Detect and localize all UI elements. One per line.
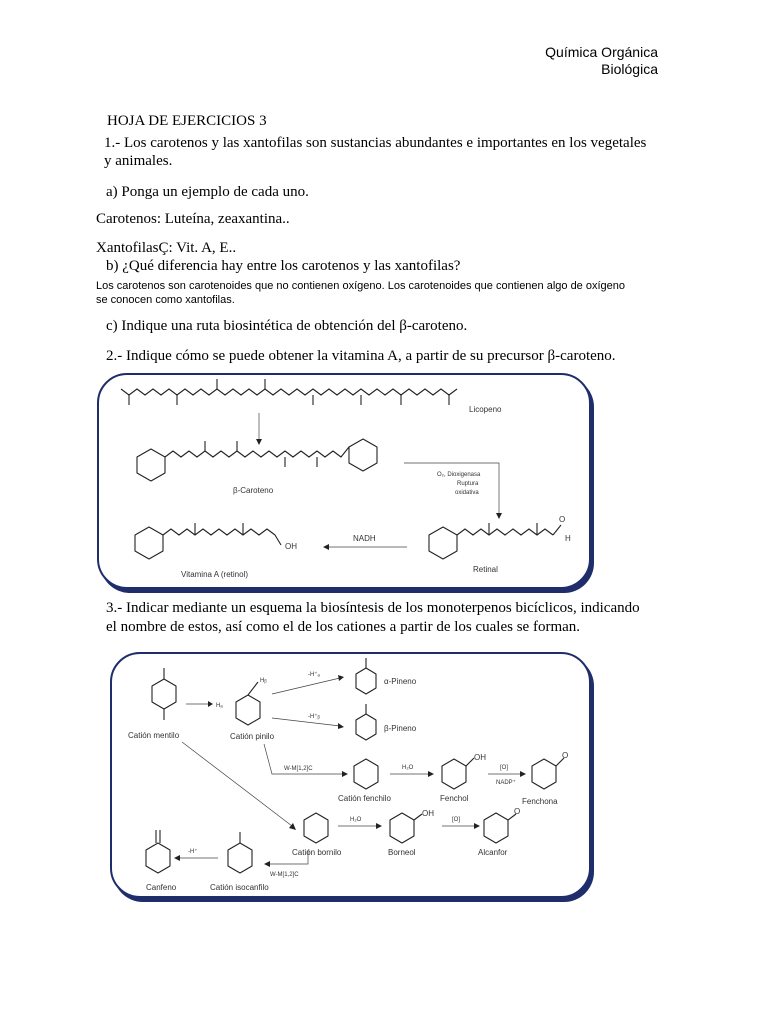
bpineno-structure — [356, 714, 376, 740]
label-nadp: NADP⁺ — [496, 780, 516, 786]
sheet-title: HOJA DE EJERCICIOS 3 — [107, 113, 267, 129]
label-alcanfor-o: O — [514, 807, 521, 816]
vitamin-a-scheme — [97, 373, 591, 589]
label-wm-2: W-M[1,2]C — [270, 872, 299, 878]
apineno-structure — [356, 668, 376, 694]
fenchona-structure — [532, 759, 556, 789]
bornilo-structure — [304, 813, 328, 843]
label-canfeno: Canfeno — [146, 883, 177, 892]
label-retinol-oh: OH — [285, 542, 297, 551]
label-vitamina-a: Vitamina A (retinol) — [181, 570, 248, 579]
monoterpenos-scheme-drawing — [112, 654, 589, 896]
q1-a: a) Ponga un ejemplo de cada uno. — [106, 184, 309, 200]
label-fenchol-oh: OH — [474, 753, 486, 762]
retinal-ring — [429, 527, 457, 559]
retinol-ring — [135, 527, 163, 559]
label-h2o-1: H₂O — [402, 765, 414, 771]
bcaroteno-chain — [165, 447, 349, 457]
pinilo-structure — [236, 695, 260, 725]
answer-b-line-2: se conocen como xantofilas. — [96, 294, 235, 306]
q3-line-2: el nombre de estos, así como el de los cationes a partir de los cuales se forman. — [106, 619, 581, 635]
label-Hb: Hᵦ — [260, 678, 267, 684]
q1-line-2: y animales. — [104, 153, 173, 169]
q1-line-1: 1.- Los carotenos y las xantofilas son sustancias abundantes e importantes en los vegetales — [104, 135, 647, 151]
answer-xantofilas: XantofilasÇ: Vit. A, E.. — [96, 240, 237, 256]
label-cation-mentilo: Catión mentilo — [128, 731, 180, 740]
monoterpenos-scheme — [110, 652, 591, 898]
label-borneol-oh: OH — [422, 809, 434, 818]
q1-c: c) Indique una ruta biosintética de obtención del β-caroteno. — [106, 318, 468, 334]
label-oxidativa: oxidativa — [455, 490, 479, 496]
fenchilo-structure — [354, 759, 378, 789]
label-retinal-h: H — [565, 534, 571, 543]
header-line-2: Biológica — [601, 61, 658, 77]
fenchol-structure — [442, 759, 466, 789]
label-fenchona-o: O — [562, 751, 569, 760]
licopeno-structure — [121, 389, 457, 395]
q3-line-1: 3.- Indicar mediante un esquema la biosíntesis de los monoterpenos bicíclicos, indicando — [106, 600, 640, 616]
label-apineno: α-Pineno — [384, 677, 417, 686]
label-cation-pinilo: Catión pinilo — [230, 732, 275, 741]
label-h2o-2: H₂O — [350, 817, 362, 823]
answer-b-line-1: Los carotenos son carotenoides que no contienen oxígeno. Los carotenoides que contienen algo de oxígeno — [96, 280, 626, 292]
mentilo-structure — [152, 679, 176, 709]
label-wm-1: W-M[1,2]C — [284, 766, 313, 772]
label-o-2: [O] — [452, 817, 461, 823]
label-bcaroteno: β-Caroteno — [233, 486, 274, 495]
answer-carotenos: Carotenos: Luteína, zeaxantina.. — [96, 211, 290, 227]
bcaroteno-ring-left — [137, 449, 165, 481]
label-cation-isocanfilo: Catión isocanfilo — [210, 883, 269, 892]
label-licopeno: Licopeno — [469, 405, 502, 414]
label-cation-bornilo: Catión bornilo — [292, 848, 342, 857]
label-Ha: Hₐ — [216, 703, 223, 709]
label-h-plus: -H⁺ — [188, 849, 198, 855]
vitamin-a-scheme-drawing — [99, 375, 589, 587]
label-retinal-o: O — [559, 515, 566, 524]
document-header — [545, 44, 658, 78]
borneol-structure — [390, 813, 414, 843]
label-borneol: Borneol — [388, 848, 416, 857]
label-nadh: NADH — [353, 534, 376, 543]
q1-b: b) ¿Qué diferencia hay entre los carotenos y las xantofilas? — [106, 258, 461, 274]
retinol-chain — [163, 529, 281, 545]
label-hb: -H⁺ᵦ — [308, 714, 320, 720]
label-ha: -H⁺ₐ — [308, 672, 320, 678]
canfeno-structure — [146, 843, 170, 873]
label-ruptura: Ruptura — [457, 481, 479, 487]
label-o2-dioxigenasa: O₂, Dioxigenasa — [437, 472, 481, 478]
label-bpineno: β-Pineno — [384, 724, 417, 733]
retinal-chain — [457, 529, 553, 535]
label-cation-fenchilo: Catión fenchilo — [338, 794, 391, 803]
label-fenchol: Fenchol — [440, 794, 469, 803]
header-line-1: Química Orgánica — [545, 44, 658, 60]
isocanfilo-structure — [228, 843, 252, 873]
label-o-1: [O] — [500, 765, 509, 771]
label-retinal: Retinal — [473, 565, 498, 574]
label-alcanfor: Alcanfor — [478, 848, 508, 857]
label-fenchona: Fenchona — [522, 797, 558, 806]
bcaroteno-ring-right — [349, 439, 377, 471]
alcanfor-structure — [484, 813, 508, 843]
q2-text: 2.- Indique cómo se puede obtener la vitamina A, a partir de su precursor β-caroteno. — [106, 348, 616, 364]
